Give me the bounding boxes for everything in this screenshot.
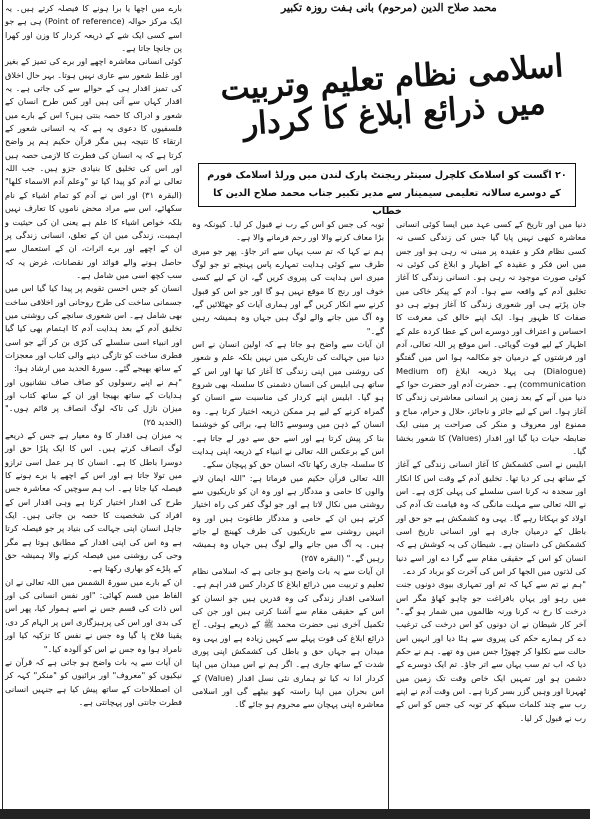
paragraph: توبہ کی جس کو اس کے رب نے قبول کر لیا۔ کیونکہ وہ بڑا معاف کرنے والا اور رحم فرمانے والا ہے۔ [192, 219, 384, 243]
article-body [190, 218, 588, 819]
paragraph: اللہ تعالی قرآن حکیم میں فرماتا ہے: "اللہ ایمان لانے والوں کا حامی و مددگار ہے اور وہ ان کو تاریکیوں سے روشنی میں نکال لاتا ہے اور جو لوگ کفر کی راہ اختیار کرتے ہیں ان کے حامی و مددگار طاغوت ہیں اور وہ انہیں روشنی سے تاریکیوں کی طرف کھینچ لے جاتے ہیں۔ یہ آگ میں جانے والے لوگ ہیں جہاں وہ ہمیشہ رہیں گے۔" (البقرہ ۲۵۷) [192, 472, 384, 563]
paragraph: دنیا میں اور تاریخ کے کسی عہد میں ایسا کوئی انسانی معاشرہ کبھی نہیں پایا گیا جس کی زندگی کسی نہ کسی نظام فکر و عقیدہ پر مبنی نہ رہی ہو اور جس میں اس فکر و عقیدہ کے اظہار و ابلاغ کی کوئی نہ کوئی صورت موجود نہ رہی ہو۔ انسانی زندگی کا آغاز تخلیق آدم کے واقعہ سے ہوا۔ آدم کے پیکر خاکی میں جان پڑتے ہی اور شعوری زندگی کا آغاز ہوتے ہی دو صفات کا ظہور ہوا۔ ایک اپنے خالق کی معرفت کا احساس و اعتراف اور دوسرے اس کے عطا کردہ علم کے اظہار کے لیے قوت گویائی۔ اس موقع پر اللہ تعالی، آدم اور فرشتوں کے درمیان جو مکالمہ ہوا اس میں گفتگو (Dialogue) ہی پہلا ذریعہ ابلاغ (Medium of communication) ہے۔ حضرت آدم اور حضرت حوا کے دنیا میں آنے کے بعد زمین پر انسانی معاشرتی زندگی کا آغاز ہوا۔ اس کے لیے جائز و ناجائز، حلال و حرام، مباح و ممنوع اور معروف و منکر کی صراحت پر مبنی ایک ضابطہ حیات دیا گیا اور اقدار (Values) کا شعور بخشا گیا۔ [396, 219, 586, 456]
paragraph: کوئی انسانی معاشرہ اچھے اور برے کی تمیز کے بغیر اور غلط شعور سے عاری نہیں ہوتا۔ بہر حال اخلاق کی تمیز اقدار ہی کے حوالے سے کی جاتی ہے۔ یہ اقدار کہاں سے آتی ہیں اور کس طرح انسان کے شعور و ادراک کا حصہ بنتی ہیں؟ اس کے بارے میں فلسفیوں کا دعوی یہ ہے کہ یہ انسانی شعور کے ارتقاء کا نتیجہ ہیں مگر قرآن حکیم ہم پر واضح کرتا ہے کہ یہ انسان کی فطرت کا لازمی حصہ ہیں اور اس کی تخلیق کا بنیادی جزو ہیں۔ جب اللہ تعالی نے آدم کو پیدا کیا تو "وعلم آدم الاسماء کلھا" (البقرہ ۳۱) اور اس نے آدم کو تمام اشیاء کے نام سکھائے، اس سے مراد محض ناموں کا تعارف نہیں بلکہ خواص اشیاء کا علم ہے یعنی ان کی حیثیت و اہمیت، زندگی میں ان کے تعلق، انسانی زندگی پر ان کے اچھے اور برے اثرات، ان کے استعمال سے حاصل ہونے والے فوائد اور نقصانات، غرض یہ کہ سب کچھ اسی میں شامل ہے۔ [5, 56, 182, 280]
article-column-right [392, 218, 588, 819]
article-column-left [2, 0, 186, 819]
paragraph: بارے میں اچھا یا برا ہونے کا فیصلہ کرتے ہیں۔ یہ ایک مرکز حوالہ (Point of reference) ہی ہے جو اسے کسی ایک شے کے ذریعہ کردار کا وزن اور کھرا پن جانچا جاتا ہے۔ [5, 3, 182, 54]
paragraph: "ہم نے اپنے رسولوں کو صاف صاف نشانیوں اور ہدایات کے ساتھ بھیجا اور ان کے ساتھ کتاب اور میزان نازل کی تاکہ لوگ انصاف پر قائم ہوں۔" (الحدید ۲۵) [5, 376, 182, 427]
author-byline: محمد صلاح الدین (مرحوم) بانی ہفت روزہ تکبیر [281, 2, 497, 14]
paragraph: "ہم نے تم سے کہا کہ تم اور تمہاری بیوی دونوں جنت میں رہو اور یہاں بافراغت جو چاہو کھاؤ مگر اس درخت کا رخ نہ کرنا ورنہ ظالموں میں شمار ہو گے۔" آخر کار شیطان نے ان دونوں کو اس درخت کی ترغیب دے کر ہمارے حکم کی پیروی سے ہٹا دیا اور انہیں اس حالت سے نکلوا کر چھوڑا جس میں وہ تھے۔ ہم نے حکم دیا کہ اب تم سب یہاں سے اتر جاؤ۔ تم ایک دوسرے کے دشمن ہو اور تمہیں ایک خاص وقت تک زمین میں ٹھہرنا اور وہیں گزر بسر کرنا ہے۔ اس وقت آدم نے اپنے رب سے چند کلمات سیکھ کر توبہ کی جس کو اس کے رب نے قبول کر لیا۔ [396, 579, 586, 723]
paragraph: ان آیات سے یہ بات واضح ہو جاتی ہے کہ اسلامی نظام تعلیم و تربیت میں ذرائع ابلاغ کا کردار کس قدر اہم ہے۔ اسلامی اقدار زندگی کی وہ قدریں ہیں جو انسان کو اس کے حقیقی مقام سے آشنا کرتی ہیں اور جن کی تکمیل آخری نبی حضرت محمد ﷺ کے ذریعے ہوئی۔ آج ذرائع ابلاغ کی قوت پہلے سے کہیں زیادہ ہے اور یہی وہ میدان ہے جہاں حق و باطل کی کشمکش اپنی پوری شدت کے ساتھ جاری ہے۔ اگر ہم نے اس میدان میں اپنا کردار ادا نہ کیا تو ہماری نئی نسل اقدار (Value) کے اس بحران میں اپنا راستہ کھو بیٹھے گی اور اسلامی معاشرہ اپنی پہچان سے محروم ہو جائے گا۔ [192, 565, 384, 710]
paragraph: یہ میزان ہی اقدار کا وہ معیار ہے جس کے ذریعے لوگ انصاف کرتے ہیں۔ اس کا ایک پلڑا حق اور دوسرا باطل کا ہے۔ انسان کا ہر عمل اسی ترازو میں تولا جاتا ہے اور اس کے اچھے یا برے ہونے کا فیصلہ کیا جاتا ہے۔ اب ہم سوچیں کہ معاشرہ جس طرح کی اقدار اختیار کرتا ہے وہی اقدار اس کے افراد کی شخصیت کا حصہ بن جاتی ہیں۔ ایک جاہل انسان اپنی جہالت کی بنیاد پر جو فیصلہ کرتا ہے وہ اس کی اپنی اقدار کے مطابق ہوتا ہے مگر وحی کی روشنی میں فیصلہ کرنے والا ہمیشہ حق کے پلڑے کو بھاری رکھتا ہے۔ [5, 430, 182, 574]
article-header [190, 0, 588, 218]
paragraph: ان آیات سے یہ بات واضح ہو جاتی ہے کہ قرآن نے نیکیوں کو "معروف" اور برائیوں کو "منکر" کہہ کر ان اصطلاحات کے ساتھ پیش کیا ہے جنہیں انسانی فطرت جانتی اور پہچانتی ہے۔ [5, 656, 182, 707]
article-column-middle [190, 218, 389, 819]
paragraph: ان آیات سے واضح ہو جاتا ہے کہ اولین انسان نے اس دنیا میں جہالت کی تاریکی میں نہیں بلکہ علم و شعور کی روشنی میں اپنی زندگی کا آغاز کیا تھا اور اس کے ساتھ ہی ابلیس کی انسان دشمنی کا سلسلہ بھی شروع ہو گیا۔ ابلیس اپنے کردار کی مناسبت سے انسان کو گمراہ کرنے کے لیے ہر ممکن ذریعہ اختیار کرتا ہے۔ وہ انسان کے ذہن میں وسوسے ڈالتا ہے، برائی کو خوشنما بنا کر پیش کرتا ہے اور اسے حق سے دور لے جاتا ہے۔ اس کے برعکس اللہ تعالی نے انبیاء کے ذریعہ اپنی ہدایت کا سلسلہ جاری رکھا تاکہ انسان حق کو پہچان سکے۔ [192, 339, 384, 470]
page-footer-rule [0, 809, 590, 819]
paragraph: انسان کو جس احسن تقویم پر پیدا کیا گیا اس میں جسمانی ساخت کی طرح روحانی اور اخلاقی ساخت بھی شامل ہے۔ اس شعوری سانچے کی روشنی میں تخلیق آدم کے بعد ہدایت آدم کا اہتمام بھی کیا گیا اور انبیاء اسی سلسلے کی کڑی بن کر آئے جو اسی فطری ساخت کو تازگی دینے والی کتاب اور معجزات کے ساتھ بھیجے گئے۔ سورۃ الحدید میں ارشاد ہوا: [5, 283, 182, 374]
paragraph: ہم نے کہا کہ تم سب یہاں سے اتر جاؤ۔ پھر جو میری طرف سے کوئی ہدایت تمہارے پاس پہنچے تو جو لوگ میری اس ہدایت کی پیروی کریں گے، ان کے لیے کسی خوف اور رنج کا موقع نہیں ہو گا اور جو اس کو قبول کرنے سے انکار کریں گے اور ہماری آیات کو جھٹلائیں گے، وہ آگ میں جانے والے لوگ ہیں جہاں وہ ہمیشہ رہیں گے۔" [192, 245, 384, 336]
paragraph: ان کے بارے میں سورۃ الشمس میں اللہ تعالی نے ان الفاظ میں قسم کھائی: "اور نفس انسانی کی اور اس ذات کی قسم جس نے اسے ہموار کیا، پھر اس کی بدی اور اس کی پرہیزگاری اس پر الہام کر دی، یقینا فلاح پا گیا وہ جس نے نفس کا تزکیہ کیا اور نامراد ہوا وہ جس نے اس کو آلودہ کیا۔" [5, 576, 182, 654]
article-subtitle-box: ۲۰ اگست کو اسلامک کلچرل سینٹر ریجنٹ پارک لندن میں ورلڈ اسلامک فورم کے دوسرے سالانہ تعلیمی سیمینار سے مدیر تکبیر جناب محمد صلاح الدین کا خطاب [198, 163, 576, 207]
paragraph: ابلیس نے اسی کشمکش کا آغاز انسانی زندگی کے آغاز کے ساتھ ہی کر دیا تھا۔ تخلیق آدم کے وقت اس کا انکار اور سجدہ نہ کرنا اسی سلسلے کی پہلی کڑی ہے۔ اس نے اللہ تعالی سے مہلت مانگی کہ وہ قیامت تک آدم کی اولاد کو بہکاتا رہے گا۔ یہی وہ کشمکش ہے جو حق اور باطل کے درمیان جاری ہے اور انسانی تاریخ اسی کشمکش کی داستان ہے۔ شیطان کی یہ کوشش ہے کہ انسان کو اس کے حقیقی مقام سے گرا دے اور اسے دنیا کی لذتوں میں الجھا کر اس کی آخرت کو برباد کر دے۔ [396, 459, 586, 576]
article-title: اسلامی نظام تعلیم وتربیت میں ذرائع ابلاغ کا کردار [219, 48, 565, 143]
